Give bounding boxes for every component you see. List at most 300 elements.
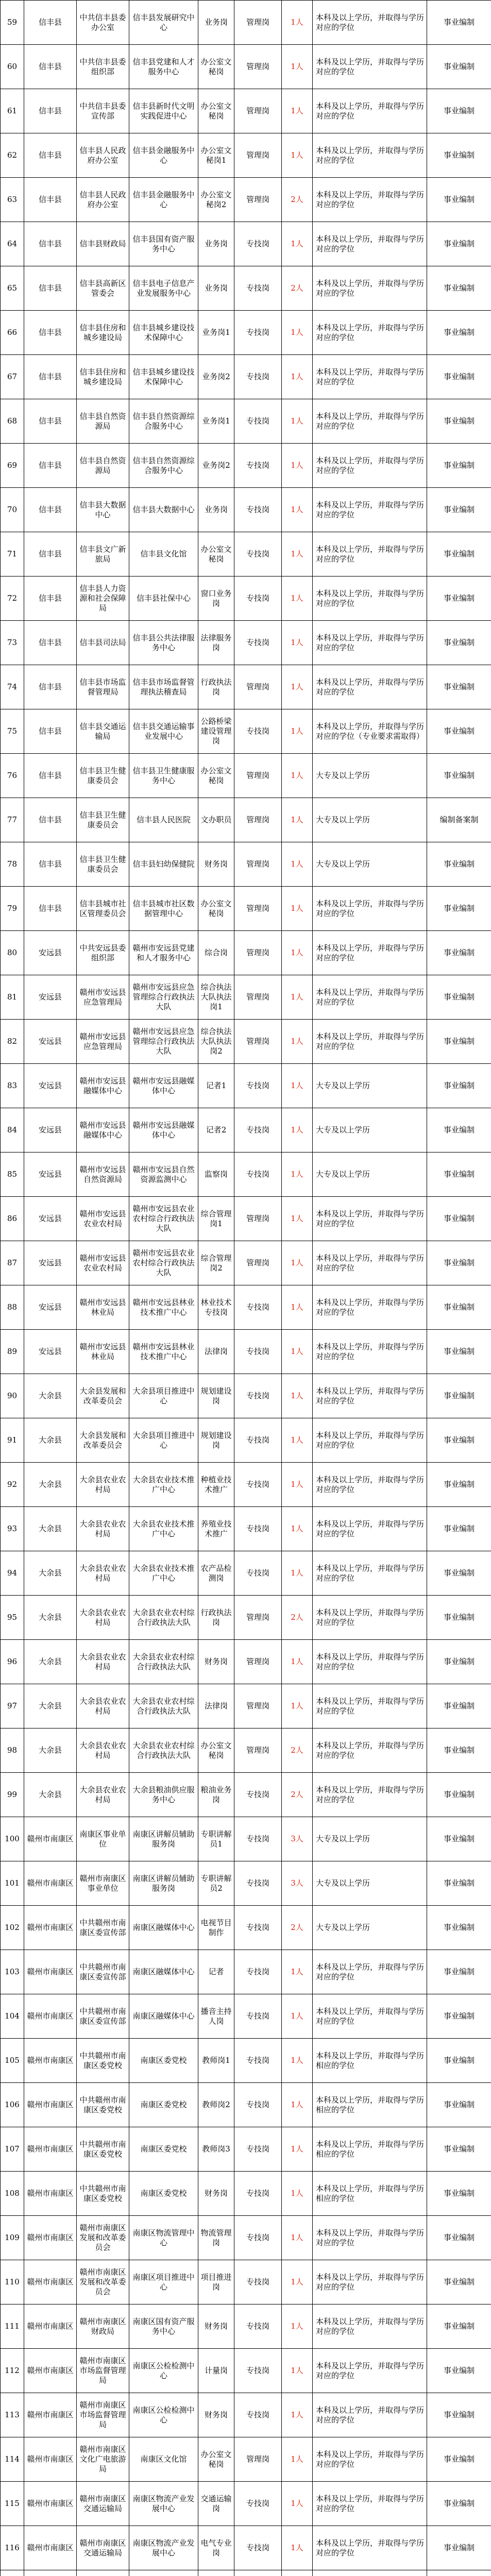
table-row <box>1 2083 491 2127</box>
cell-staffing: 事业编制 <box>427 1728 491 1773</box>
cell-headcount: 1人 <box>282 1551 313 1596</box>
cell-staffing: 事业编制 <box>427 2260 491 2304</box>
cell-index: 97 <box>1 1684 24 1728</box>
cell-index: 75 <box>1 709 24 754</box>
cell-unit: 南康区委党校 <box>129 2083 198 2127</box>
cell-index: 88 <box>1 1285 24 1330</box>
cell-county: 赣州市南康区 <box>24 1994 77 2039</box>
cell-staffing: 事业编制 <box>427 975 491 1020</box>
cell-department: 大余县发展和改革委员会 <box>77 1418 129 1463</box>
table-row <box>1 1463 491 1507</box>
cell-index: 91 <box>1 1418 24 1463</box>
cell-unit: 南康区公检检测中心 <box>129 2349 198 2393</box>
cell-position: 财务岗 <box>198 2393 234 2437</box>
cell-post-type: 管理岗 <box>234 754 282 798</box>
cell-department: 南康区事业单位 <box>77 1817 129 1861</box>
table-row <box>1 754 491 798</box>
cell-department: 信丰县自然资源局 <box>77 444 129 488</box>
cell-unit: 信丰县大数据中心 <box>129 488 198 532</box>
cell-county: 大余县 <box>24 1463 77 1507</box>
cell-requirement: 本科及以上学历，并取得与学历对应的学位 <box>313 665 427 709</box>
cell-department: 信丰县大数据中心 <box>77 488 129 532</box>
cell-position: 业务岗1 <box>198 399 234 444</box>
cell-staffing: 事业编制 <box>427 2526 491 2570</box>
cell-headcount: 1人 <box>282 1994 313 2039</box>
cell-position: 教师岗1 <box>198 2039 234 2083</box>
cell-requirement: 本科及以上学历，并取得与学历对应的学位 <box>313 1418 427 1463</box>
cell-index: 78 <box>1 842 24 887</box>
cell-unit: 信丰县市场监督管理执法稽查局 <box>129 665 198 709</box>
cell-requirement: 本科及以上学历，并取得与学历对应的学位 <box>313 2349 427 2393</box>
cell-headcount: 1人 <box>282 2216 313 2260</box>
cell-headcount: 1人 <box>282 89 313 133</box>
cell-position: 专职讲解员2 <box>198 1861 234 1906</box>
cell-county: 赣州市南康区 <box>24 2172 77 2216</box>
cell-department: 大余县农业农村局 <box>77 1507 129 1551</box>
cell-position: 办公室文秘岗 <box>198 89 234 133</box>
cell-headcount: 1人 <box>282 355 313 399</box>
cell-county: 安远县 <box>24 1285 77 1330</box>
cell-county: 安远县 <box>24 1108 77 1153</box>
table-row <box>1 1241 491 1285</box>
cell-index: 89 <box>1 1330 24 1374</box>
cell-county: 赣州市南康区 <box>24 2083 77 2127</box>
cell-county: 信丰县 <box>24 45 77 89</box>
cell-department: 赣州市安远县林业局 <box>77 1285 129 1330</box>
cell-headcount: 3人 <box>282 1817 313 1861</box>
cell-staffing: 事业编制 <box>427 444 491 488</box>
cell-department: 信丰县高新区管委会 <box>77 266 129 311</box>
cell-headcount: 1人 <box>282 2039 313 2083</box>
cell-post-type: 专技岗 <box>234 709 282 754</box>
cell-unit: 南康区委党校 <box>129 2127 198 2172</box>
cell-staffing: 事业编制 <box>427 577 491 621</box>
cell-unit: 南康区物流管理中心 <box>129 2216 198 2260</box>
cell-headcount: 1人 <box>282 1640 313 1684</box>
cell-index: 99 <box>1 1773 24 1817</box>
cell-unit: 大余县农业农村综合行政执法大队 <box>129 1596 198 1640</box>
cell-index: 104 <box>1 1994 24 2039</box>
cell-post-type: 专技岗 <box>234 1108 282 1153</box>
table-row <box>1 2304 491 2349</box>
cell-index: 64 <box>1 222 24 266</box>
cell-unit: 信丰县党建和人才服务中心 <box>129 45 198 89</box>
table-row <box>1 2172 491 2216</box>
cell-requirement: 本科及以上学历，并取得与学历对应的学位 <box>313 488 427 532</box>
cell-department: 大余县发展和改革委员会 <box>77 1374 129 1418</box>
cell-department: 中共赣州市南康区委党校 <box>77 2083 129 2127</box>
cell-unit: 南康区物流产业发展中心 <box>129 2526 198 2570</box>
cell-requirement: 本科及以上学历，并取得与学历对应的学位 <box>313 577 427 621</box>
cell-county: 赣州市南康区 <box>24 1817 77 1861</box>
cell-headcount: 1人 <box>282 1197 313 1241</box>
cell-county: 赣州市南康区 <box>24 2482 77 2526</box>
cell-index: 62 <box>1 133 24 178</box>
cell-headcount: 1人 <box>282 2526 313 2570</box>
cell-post-type: 专技岗 <box>234 399 282 444</box>
cell-county: 赣州市南康区 <box>24 2304 77 2349</box>
cell-staffing: 事业编制 <box>427 1285 491 1330</box>
cell-position: 财务岗 <box>198 1640 234 1684</box>
cell-county: 安远县 <box>24 1064 77 1108</box>
cell-requirement: 本科及以上学历，并取得与学历相应的学位 <box>313 2083 427 2127</box>
cell-unit: 信丰县妇幼保健院 <box>129 842 198 887</box>
cell-post-type: 管理岗 <box>234 178 282 222</box>
cell-post-type: 专技岗 <box>234 1463 282 1507</box>
table-row <box>1 45 491 89</box>
cell-staffing: 事业编制 <box>427 931 491 975</box>
cell-requirement: 本科及以上学历，并取得与学历对应的学位 <box>313 1551 427 1596</box>
cell-requirement: 本科及以上学历，并取得与学历对应的学位 <box>313 1640 427 1684</box>
cell-requirement: 本科及以上学历，并取得与学历相应的学位 <box>313 2039 427 2083</box>
cell-post-type: 专技岗 <box>234 311 282 355</box>
cell-unit: 信丰县城乡建设技术保障中心 <box>129 355 198 399</box>
cell-department: 赣州市安远县应急管理局 <box>77 975 129 1020</box>
cell-headcount: 1人 <box>282 887 313 931</box>
cell-headcount: 2人 <box>282 1596 313 1640</box>
cell-position: 播音主持人岗 <box>198 1994 234 2039</box>
cell-headcount: 1人 <box>282 1241 313 1285</box>
cell-staffing: 事业编制 <box>427 1817 491 1861</box>
cell-department: 中共信丰县委组织部 <box>77 45 129 89</box>
cell-headcount: 1人 <box>282 2172 313 2216</box>
cell-post-type: 管理岗 <box>234 1640 282 1684</box>
table-row <box>1 2482 491 2526</box>
cell-requirement: 本科及以上学历，并取得与学历对应的学位 <box>313 1374 427 1418</box>
cell-county: 赣州市南康区 <box>24 2393 77 2437</box>
cell-index: 77 <box>1 798 24 842</box>
cell-county: 大余县 <box>24 1596 77 1640</box>
cell-post-type: 专技岗 <box>234 2482 282 2526</box>
cell-requirement: 本科及以上学历，并取得与学历对应的学位 <box>313 975 427 1020</box>
cell-department: 信丰县卫生健康委员会 <box>77 754 129 798</box>
table-row <box>1 1418 491 1463</box>
table-row <box>1 1374 491 1418</box>
cell-unit: 信丰县城市社区数据管理中心 <box>129 887 198 931</box>
cell-position: 农产品检测岗 <box>198 1551 234 1596</box>
cell-post-type: 管理岗 <box>234 45 282 89</box>
cell-county: 信丰县 <box>24 222 77 266</box>
cell-index: 79 <box>1 887 24 931</box>
cell-county: 大余县 <box>24 1728 77 1773</box>
cell-index: 111 <box>1 2304 24 2349</box>
cell-post-type: 专技岗 <box>234 1418 282 1463</box>
cell-requirement: 本科及以上学历，并取得与学历对应的学位 <box>313 89 427 133</box>
cell-post-type: 专技岗 <box>234 488 282 532</box>
cell-post-type: 管理岗 <box>234 1020 282 1064</box>
table-row <box>1 1861 491 1906</box>
cell-headcount: 2人 <box>282 1728 313 1773</box>
cell-headcount: 1人 <box>282 931 313 975</box>
cell-requirement: 本科及以上学历，并取得与学历对应的学位（专业要求需取得） <box>313 709 427 754</box>
cell-department <box>77 2570 129 2576</box>
cell-unit: 大余县农业技术推广中心 <box>129 1507 198 1551</box>
cell-department: 信丰县自然资源局 <box>77 399 129 444</box>
cell-unit: 大余县农业农村综合行政执法大队 <box>129 1684 198 1728</box>
cell-staffing: 事业编制 <box>427 709 491 754</box>
cell-county: 信丰县 <box>24 355 77 399</box>
cell-department: 大余县农业农村局 <box>77 1728 129 1773</box>
cell-requirement: 本科及以上学历，并取得与学历对应的学位 <box>313 1773 427 1817</box>
cell-position: 计量岗 <box>198 2349 234 2393</box>
cell-post-type: 管理岗 <box>234 842 282 887</box>
cell-position: 综合执法大队执法岗2 <box>198 1020 234 1064</box>
cell-post-type: 专技岗 <box>234 2216 282 2260</box>
cell-post-type: 管理岗 <box>234 1728 282 1773</box>
cell-unit: 赣州市安远县融媒体中心 <box>129 1064 198 1108</box>
cell-staffing: 事业编制 <box>427 1374 491 1418</box>
cell-department: 大余县农业农村局 <box>77 1640 129 1684</box>
cell-department: 中共赣州市南康区委宣传部 <box>77 1994 129 2039</box>
cell-index: 59 <box>1 1 24 45</box>
cell-county: 赣州市南康区 <box>24 2349 77 2393</box>
cell-post-type: 管理岗 <box>234 89 282 133</box>
cell-position: 办公室文秘岗 <box>198 2437 234 2482</box>
cell-requirement: 大专及以上学历 <box>313 1906 427 1950</box>
cell-county: 大余县 <box>24 1773 77 1817</box>
cell-requirement: 大专及以上学历 <box>313 1153 427 1197</box>
cell-index: 109 <box>1 2216 24 2260</box>
cell-staffing: 事业编制 <box>427 842 491 887</box>
cell-post-type: 专技岗 <box>234 222 282 266</box>
cell-county: 安远县 <box>24 1153 77 1197</box>
cell-headcount: 1人 <box>282 1153 313 1197</box>
cell-requirement: 本科及以上学历，并取得与学历对应的学位 <box>313 2304 427 2349</box>
cell-county: 大余县 <box>24 1684 77 1728</box>
cell-staffing: 事业编制 <box>427 222 491 266</box>
cell-requirement: 本科及以上学历，并取得与学历对应的学位 <box>313 2393 427 2437</box>
cell-index: 116 <box>1 2526 24 2570</box>
cell-department: 赣州市安远县融媒体中心 <box>77 1108 129 1153</box>
cell-post-type: 专技岗 <box>234 2526 282 2570</box>
cell-position: 电视节目制作 <box>198 1906 234 1950</box>
table-row <box>1 1285 491 1330</box>
cell-post-type <box>234 2570 282 2576</box>
cell-requirement: 本科及以上学历，并取得与学历对应的学位 <box>313 1596 427 1640</box>
cell-department: 赣州市南康区市场监督管理局 <box>77 2393 129 2437</box>
cell-department: 赣州市安远县农业农村局 <box>77 1241 129 1285</box>
cell-staffing: 事业编制 <box>427 2216 491 2260</box>
cell-requirement: 本科及以上学历，并取得与学历对应的学位 <box>313 2260 427 2304</box>
cell-post-type: 专技岗 <box>234 1285 282 1330</box>
cell-department: 中共信丰县委宣传部 <box>77 89 129 133</box>
cell-index: 94 <box>1 1551 24 1596</box>
cell-post-type: 专技岗 <box>234 1773 282 1817</box>
cell-position: 业务岗2 <box>198 355 234 399</box>
cell-headcount: 1人 <box>282 488 313 532</box>
cell-requirement: 本科及以上学历，并取得与学历对应的学位 <box>313 2216 427 2260</box>
cell-county: 信丰县 <box>24 621 77 665</box>
cell-staffing: 事业编制 <box>427 311 491 355</box>
cell-post-type: 专技岗 <box>234 2393 282 2437</box>
cell-department: 赣州市南康区事业单位 <box>77 1861 129 1906</box>
cell-headcount: 1人 <box>282 665 313 709</box>
cell-department: 大余县农业农村局 <box>77 1684 129 1728</box>
cell-headcount: 1人 <box>282 798 313 842</box>
cell-headcount: 1人 <box>282 45 313 89</box>
cell-post-type: 专技岗 <box>234 1994 282 2039</box>
cell-staffing: 事业编制 <box>427 2393 491 2437</box>
cell-post-type: 专技岗 <box>234 621 282 665</box>
cell-staffing: 事业编制 <box>427 1241 491 1285</box>
table-row <box>1 1551 491 1596</box>
cell-index: 108 <box>1 2172 24 2216</box>
cell-position: 办公室文秘岗 <box>198 1728 234 1773</box>
cell-staffing: 事业编制 <box>427 665 491 709</box>
cell-staffing: 事业编制 <box>427 266 491 311</box>
table-row <box>1 621 491 665</box>
cell-department: 赣州市安远县融媒体中心 <box>77 1064 129 1108</box>
cell-position: 记者2 <box>198 1108 234 1153</box>
cell-county: 安远县 <box>24 1020 77 1064</box>
cell-unit: 大余县农业技术推广中心 <box>129 1463 198 1507</box>
cell-post-type: 管理岗 <box>234 887 282 931</box>
cell-requirement: 本科及以上学历，并取得与学历对应的学位 <box>313 887 427 931</box>
cell-post-type: 专技岗 <box>234 444 282 488</box>
cell-unit: 信丰县国有资产服务中心 <box>129 222 198 266</box>
table-row <box>1 1684 491 1728</box>
cell-position: 粮油业务岗 <box>198 1773 234 1817</box>
cell-index: 110 <box>1 2260 24 2304</box>
cell-position: 法律岗 <box>198 1330 234 1374</box>
cell-county <box>24 2570 77 2576</box>
cell-position: 业务岗 <box>198 266 234 311</box>
cell-department: 赣州市安远县林业局 <box>77 1330 129 1374</box>
cell-position: 办公室文秘岗2 <box>198 178 234 222</box>
cell-requirement: 本科及以上学历，并取得与学历对应的学位 <box>313 399 427 444</box>
cell-post-type: 专技岗 <box>234 1330 282 1374</box>
cell-staffing: 事业编制 <box>427 1507 491 1551</box>
cell-index: 106 <box>1 2083 24 2127</box>
cell-index: 74 <box>1 665 24 709</box>
cell-unit: 信丰县公共法律服务中心 <box>129 621 198 665</box>
cell-position: 综合管理岗1 <box>198 1197 234 1241</box>
cell-staffing: 事业编制 <box>427 2437 491 2482</box>
cell-index: 72 <box>1 577 24 621</box>
cell-position: 办公室文秘岗 <box>198 45 234 89</box>
cell-requirement: 本科及以上学历，并取得与学历对应的学位 <box>313 222 427 266</box>
cell-staffing: 事业编制 <box>427 45 491 89</box>
cell-headcount: 1人 <box>282 2482 313 2526</box>
cell-position: 物流管理岗 <box>198 2216 234 2260</box>
cell-requirement: 本科及以上学历，并取得与学历对应的学位 <box>313 1728 427 1773</box>
cell-department: 赣州市安远县自然资源局 <box>77 1153 129 1197</box>
cell-requirement: 本科及以上学历，并取得与学历相应的学位 <box>313 2172 427 2216</box>
cell-position: 文办职员 <box>198 798 234 842</box>
cell-post-type: 专技岗 <box>234 266 282 311</box>
cell-requirement: 本科及以上学历，并取得与学历对应的学位 <box>313 1 427 45</box>
table-row <box>1 1994 491 2039</box>
cell-unit: 南康区讲解员辅助服务岗 <box>129 1861 198 1906</box>
table-row <box>1 222 491 266</box>
cell-department: 赣州市南康区交通运输局 <box>77 2526 129 2570</box>
cell-county: 信丰县 <box>24 266 77 311</box>
cell-department: 中共赣州市南康区委宣传部 <box>77 1950 129 1994</box>
cell-index: 102 <box>1 1906 24 1950</box>
cell-requirement <box>313 2570 427 2576</box>
table-row <box>1 1773 491 1817</box>
cell-department: 赣州市南康区交通运输局 <box>77 2482 129 2526</box>
cell-staffing: 事业编制 <box>427 2127 491 2172</box>
cell-position: 法律服务岗 <box>198 621 234 665</box>
cell-department: 信丰县人民政府办公室 <box>77 133 129 178</box>
cell-staffing: 事业编制 <box>427 1330 491 1374</box>
cell-county: 赣州市南康区 <box>24 2437 77 2482</box>
cell-position: 综合管理岗2 <box>198 1241 234 1285</box>
table-row <box>1 178 491 222</box>
cell-county: 信丰县 <box>24 842 77 887</box>
cell-post-type: 管理岗 <box>234 1 282 45</box>
cell-headcount: 1人 <box>282 311 313 355</box>
cell-position <box>198 2570 234 2576</box>
cell-headcount: 1人 <box>282 1374 313 1418</box>
cell-headcount: 2人 <box>282 266 313 311</box>
cell-county: 大余县 <box>24 1551 77 1596</box>
cell-unit: 赣州市安远县应急管理综合行政执法大队 <box>129 1020 198 1064</box>
cell-department: 中共赣州市南康区委宣传部 <box>77 1906 129 1950</box>
cell-unit: 信丰县人民医院 <box>129 798 198 842</box>
table-row <box>1 488 491 532</box>
cell-headcount: 1人 <box>282 2304 313 2349</box>
cell-county: 信丰县 <box>24 488 77 532</box>
cell-position: 业务岗 <box>198 488 234 532</box>
table-row <box>1 444 491 488</box>
cell-index: 61 <box>1 89 24 133</box>
cell-department: 信丰县财政局 <box>77 222 129 266</box>
cell-county: 安远县 <box>24 975 77 1020</box>
cell-requirement: 大专及以上学历 <box>313 754 427 798</box>
cell-staffing: 事业编制 <box>427 1596 491 1640</box>
cell-unit: 信丰县自然资源综合服务中心 <box>129 399 198 444</box>
cell-headcount: 1人 <box>282 444 313 488</box>
cell-requirement: 本科及以上学历，并取得与学历对应的学位 <box>313 1950 427 1994</box>
table-row <box>1 709 491 754</box>
table-row <box>1 311 491 355</box>
cell-index: 93 <box>1 1507 24 1551</box>
cell-unit: 大余县项目推进中心 <box>129 1374 198 1418</box>
cell-position: 电气专业岗 <box>198 2526 234 2570</box>
cell-position: 养殖业技术推广 <box>198 1507 234 1551</box>
cell-unit: 赣州市安远县农业农村综合行政执法大队 <box>129 1241 198 1285</box>
cell-department: 信丰县人民政府办公室 <box>77 178 129 222</box>
cell-department: 大余县农业农村局 <box>77 1551 129 1596</box>
cell-unit <box>129 2570 198 2576</box>
cell-staffing <box>427 2570 491 2576</box>
cell-headcount: 1人 <box>282 2349 313 2393</box>
cell-post-type: 专技岗 <box>234 2260 282 2304</box>
table-row <box>1 842 491 887</box>
cell-headcount: 1人 <box>282 1507 313 1551</box>
cell-post-type: 专技岗 <box>234 1064 282 1108</box>
cell-requirement: 本科及以上学历，并取得与学历对应的学位 <box>313 1507 427 1551</box>
cell-index: 71 <box>1 532 24 577</box>
cell-post-type: 专技岗 <box>234 2127 282 2172</box>
cell-index: 76 <box>1 754 24 798</box>
cell-staffing: 事业编制 <box>427 1906 491 1950</box>
cell-unit: 信丰县自然资源综合服务中心 <box>129 444 198 488</box>
cell-index: 69 <box>1 444 24 488</box>
table-row <box>1 2393 491 2437</box>
cell-county: 大余县 <box>24 1640 77 1684</box>
cell-requirement: 本科及以上学历，并取得与学历对应的学位 <box>313 2437 427 2482</box>
cell-requirement: 本科及以上学历，并取得与学历对应的学位 <box>313 444 427 488</box>
cell-unit: 赣州市安远县农业农村综合行政执法大队 <box>129 1197 198 1241</box>
table-row <box>1 266 491 311</box>
cell-requirement: 本科及以上学历，并取得与学历相应的学位 <box>313 2127 427 2172</box>
cell-unit: 赣州市安远县党建和人才服务中心 <box>129 931 198 975</box>
cell-requirement: 本科及以上学历，并取得与学历对应的学位 <box>313 355 427 399</box>
cell-staffing: 事业编制 <box>427 754 491 798</box>
